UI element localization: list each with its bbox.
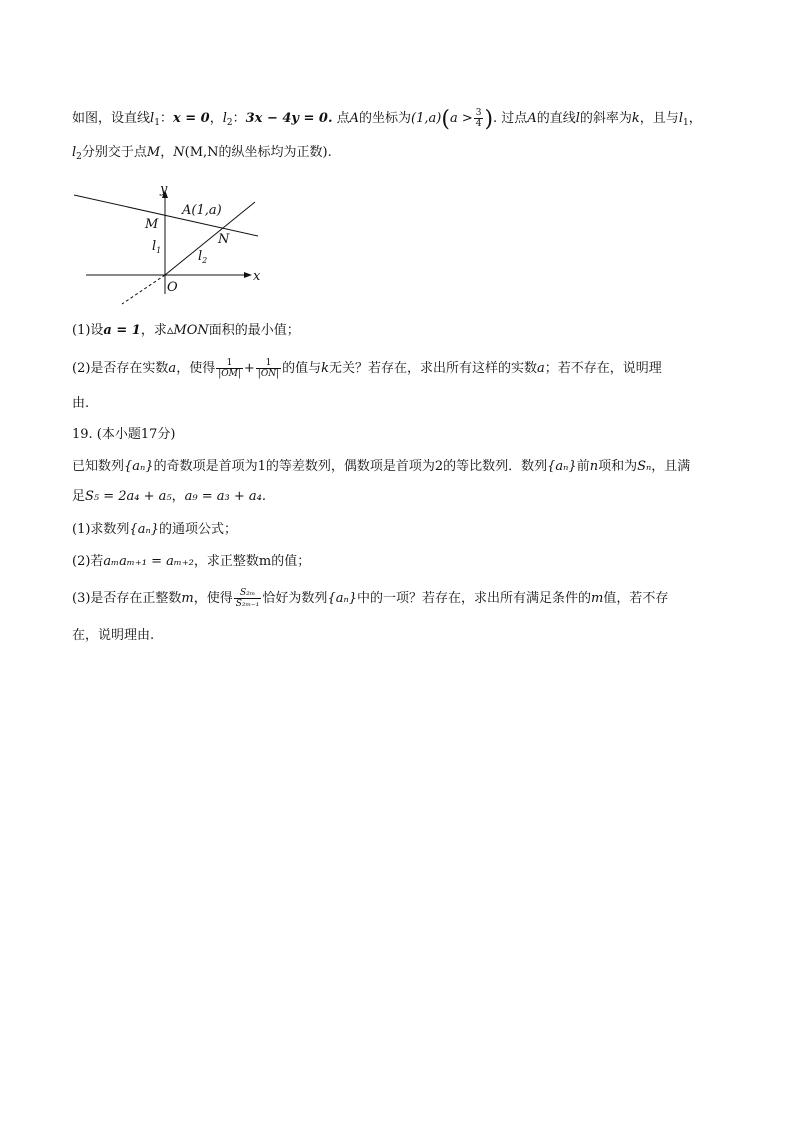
text: 中的一项？若存在，求出所有满足条件的 bbox=[357, 591, 592, 606]
var-a: a bbox=[168, 361, 177, 376]
text: ，使得 bbox=[176, 361, 216, 376]
origin-label: O bbox=[167, 280, 178, 295]
triangle-mon: ▵MON bbox=[166, 323, 209, 338]
text: ， bbox=[688, 111, 702, 126]
text: ，求正整数m的值； bbox=[193, 554, 311, 569]
problem19-stem-line2 bbox=[72, 488, 266, 506]
problem19-q2 bbox=[72, 553, 310, 571]
l2-symbol: l bbox=[222, 111, 227, 126]
text: 点 bbox=[332, 111, 350, 126]
text: (1)设 bbox=[72, 323, 104, 338]
problem19-q1 bbox=[72, 521, 237, 539]
problem18-line2 bbox=[72, 144, 332, 166]
point-a: A bbox=[527, 111, 537, 126]
line-l bbox=[74, 195, 258, 236]
subscript: 1 bbox=[154, 118, 160, 128]
sum-sn: Sₙ bbox=[637, 459, 652, 474]
text: . 过点 bbox=[493, 111, 528, 126]
coordinate-figure bbox=[72, 180, 282, 308]
paren-open: ( bbox=[441, 107, 450, 132]
point-n-label: N bbox=[218, 232, 230, 247]
subscript: 2 bbox=[76, 152, 82, 162]
var-n: n bbox=[589, 459, 599, 474]
point-a-label: A(1,a) bbox=[182, 203, 222, 218]
problem19-q3-cont bbox=[72, 627, 154, 645]
text: ， bbox=[209, 111, 223, 126]
fraction-3-4 bbox=[474, 108, 484, 129]
text: 项和为 bbox=[598, 459, 638, 474]
sequence-an: {aₙ} bbox=[327, 591, 357, 606]
point-m: M bbox=[146, 145, 161, 160]
var-m: m bbox=[181, 591, 194, 606]
text: 前 bbox=[576, 459, 590, 474]
text: 的值与 bbox=[282, 361, 322, 376]
x-axis-label: x bbox=[253, 269, 261, 284]
subscript: 2 bbox=[226, 118, 233, 128]
l2-label bbox=[198, 249, 207, 265]
text: 恰好为数列 bbox=[262, 591, 328, 606]
problem18-part2 bbox=[72, 358, 662, 379]
paren-close: ) bbox=[484, 107, 494, 132]
text: 的斜率为 bbox=[579, 111, 632, 126]
text: (2)若 bbox=[72, 554, 104, 569]
plus: + bbox=[243, 361, 255, 376]
l1-symbol: l bbox=[150, 111, 155, 126]
text: ： bbox=[232, 111, 246, 126]
problem18-line1 bbox=[72, 108, 702, 132]
text: 值，若不存 bbox=[603, 591, 669, 606]
text: ，求 bbox=[140, 323, 167, 338]
fraction-1-om bbox=[216, 358, 243, 379]
line-l2-extension bbox=[122, 275, 165, 304]
text: 在，说明理由. bbox=[72, 628, 155, 643]
text: 分别交于点 bbox=[81, 145, 147, 160]
text: (2)是否存在实数 bbox=[72, 361, 169, 376]
text: 的通项公式； bbox=[158, 522, 237, 537]
l2-text: l bbox=[198, 249, 203, 264]
l2-equation: 3x − 4y = 0. bbox=[245, 111, 333, 126]
slope-k: k bbox=[631, 111, 640, 126]
equation-am: aₘaₘ₊₁ = aₘ₊₂ bbox=[103, 554, 194, 569]
line-l: l bbox=[575, 111, 580, 126]
point-m-label: M bbox=[145, 217, 159, 232]
text: ；若不存在，说明理 bbox=[544, 361, 662, 376]
sequence-an: {aₙ} bbox=[547, 459, 577, 474]
sequence-an: {aₙ} bbox=[129, 522, 159, 537]
numerator: S₂ₘ bbox=[234, 588, 262, 599]
equation-a9: a₉ = a₃ + a₄. bbox=[184, 489, 267, 504]
a-equals-1: a = 1 bbox=[103, 323, 141, 338]
problem18-part1 bbox=[72, 322, 300, 340]
text: (3)是否存在正整数 bbox=[72, 591, 182, 606]
l2-sub: 2 bbox=[202, 256, 208, 265]
l1-equation: x = 0 bbox=[172, 111, 210, 126]
problem18-part2-cont bbox=[72, 395, 89, 413]
text: (M,N的纵坐标均为正数). bbox=[184, 145, 332, 160]
problem19-heading: 19. (本小题17分) bbox=[72, 427, 176, 442]
l2-symbol: l bbox=[72, 145, 77, 160]
subscript: 1 bbox=[682, 118, 689, 128]
numerator: 1 bbox=[216, 358, 243, 369]
text: 的直线 bbox=[536, 111, 576, 126]
l1-text: l bbox=[152, 239, 157, 254]
l1-symbol: l bbox=[678, 111, 683, 126]
text: 面积的最小值； bbox=[208, 323, 300, 338]
coord-a: (1,a) bbox=[411, 111, 442, 126]
point-a: A bbox=[349, 111, 360, 126]
x-axis-arrow bbox=[244, 272, 252, 278]
text: 由. bbox=[72, 396, 90, 411]
equation-s5: S₅ = 2a₄ + a₅ bbox=[85, 489, 172, 504]
text: 的奇数项是首项为1的等差数列，偶数项是首项为2的等比数列．数列 bbox=[153, 459, 548, 474]
text: 无关？若存在，求出所有这样的实数 bbox=[329, 361, 538, 376]
text: 如图，设直线 bbox=[72, 111, 151, 126]
fraction-s2m bbox=[234, 588, 262, 609]
text: 足 bbox=[72, 489, 86, 504]
denominator: |OM| bbox=[218, 369, 241, 379]
point-n: N bbox=[173, 145, 185, 160]
denominator: S₂ₘ₋₁ bbox=[235, 599, 260, 609]
text: ， bbox=[160, 145, 174, 160]
numerator: 1 bbox=[256, 358, 281, 369]
var-k: k bbox=[321, 361, 330, 376]
text: ，使得 bbox=[193, 591, 233, 606]
var-m: m bbox=[591, 591, 604, 606]
y-axis-label: y bbox=[160, 182, 168, 197]
denominator: 4 bbox=[475, 119, 482, 129]
l1-label bbox=[152, 239, 161, 255]
sequence-an: {aₙ} bbox=[124, 459, 154, 474]
text: 的坐标为 bbox=[359, 111, 412, 126]
problem19-q3 bbox=[72, 588, 668, 609]
text: (1)求数列 bbox=[72, 522, 130, 537]
numerator: 3 bbox=[475, 108, 482, 118]
text: ，且与 bbox=[639, 111, 679, 126]
text: ， bbox=[171, 489, 185, 504]
text: ，且满 bbox=[651, 459, 691, 474]
problem19-stem-line1 bbox=[72, 458, 690, 476]
denominator: |ON| bbox=[257, 369, 280, 379]
l1-sub: 1 bbox=[156, 246, 162, 255]
fraction-1-on bbox=[256, 358, 281, 379]
text: ： bbox=[159, 111, 173, 126]
text: 已知数列 bbox=[72, 459, 125, 474]
var-a: a bbox=[537, 361, 545, 376]
condition: a > bbox=[449, 111, 473, 126]
